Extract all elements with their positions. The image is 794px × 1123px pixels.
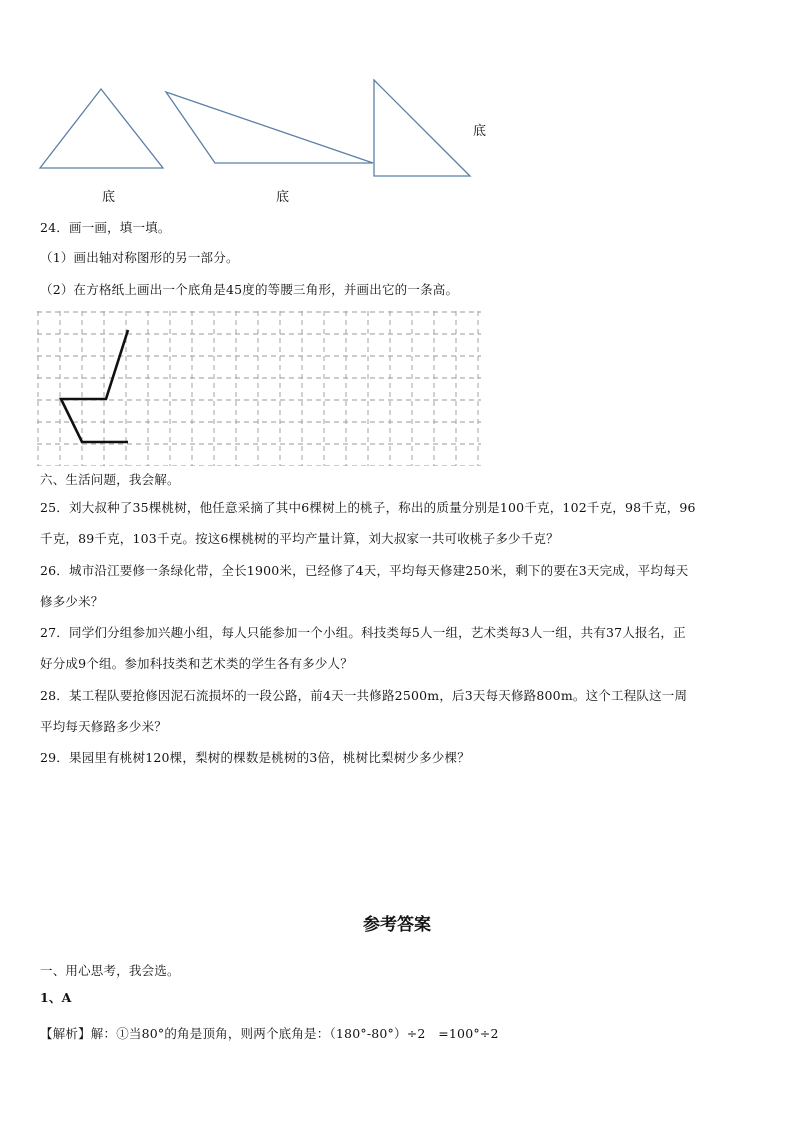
q28-line2: 平均每天修路多少米？ — [40, 719, 168, 734]
answers-section-1: 一、用心思考，我会选。 — [40, 963, 180, 978]
triangles-figure — [0, 0, 794, 220]
grid-paper — [37, 311, 481, 466]
q28-line1: 28．某工程队要抢修因泥石流损坏的一段公路，前4天一共修路2500m，后3天每天修路800m。这个工程队这一周 — [40, 688, 688, 703]
triangle-3 — [374, 80, 470, 176]
section-6-heading: 六、生活问题，我会解。 — [40, 472, 180, 487]
q24-title: 24．画一画，填一填。 — [40, 220, 171, 235]
q24-part2: （2）在方格纸上画出一个底角是45度的等腰三角形，并画出它的一条高。 — [40, 282, 459, 297]
base-label-2: 底 — [276, 190, 290, 205]
axis-figure-half — [61, 330, 128, 442]
answers-title: 参考答案 — [363, 915, 431, 935]
q26-line2: 修多少米？ — [40, 594, 104, 609]
q27-line1: 27．同学们分组参加兴趣小组，每人只能参加一个小组。科技类每5人一组，艺术类每3人一组，共有37人报名，正 — [40, 625, 686, 640]
base-label-1: 底 — [102, 190, 116, 205]
q29-text: 29．果园里有桃树120棵，梨树的棵数是桃树的3倍，桃树比梨树少多少棵？ — [40, 750, 470, 765]
q24-part1: （1）画出轴对称图形的另一部分。 — [40, 250, 239, 265]
answer-item-1: 1、A — [40, 990, 72, 1005]
q25-line1: 25．刘大叔种了35棵桃树，他任意采摘了其中6棵树上的桃子，称出的质量分别是100千克，102千克，98千克，96 — [40, 500, 696, 515]
base-label-3: 底 — [473, 124, 487, 139]
triangle-1 — [40, 89, 163, 168]
q26-line1: 26．城市沿江要修一条绿化带，全长1900米，已经修了4天，平均每天修建250米，剩下的要在3天完成，平均每天 — [40, 563, 689, 578]
answer-analysis: 【解析】解：①当80°的角是顶角，则两个底角是：（180°-80°）÷2 =100°÷2 — [40, 1026, 499, 1041]
q25-line2: 千克，89千克，103千克。按这6棵桃树的平均产量计算，刘大叔家一共可收桃子多少千克？ — [40, 531, 559, 546]
triangle-2 — [166, 92, 373, 163]
q27-line2: 好分成9个组。参加科技类和艺术类的学生各有多少人？ — [40, 656, 353, 671]
